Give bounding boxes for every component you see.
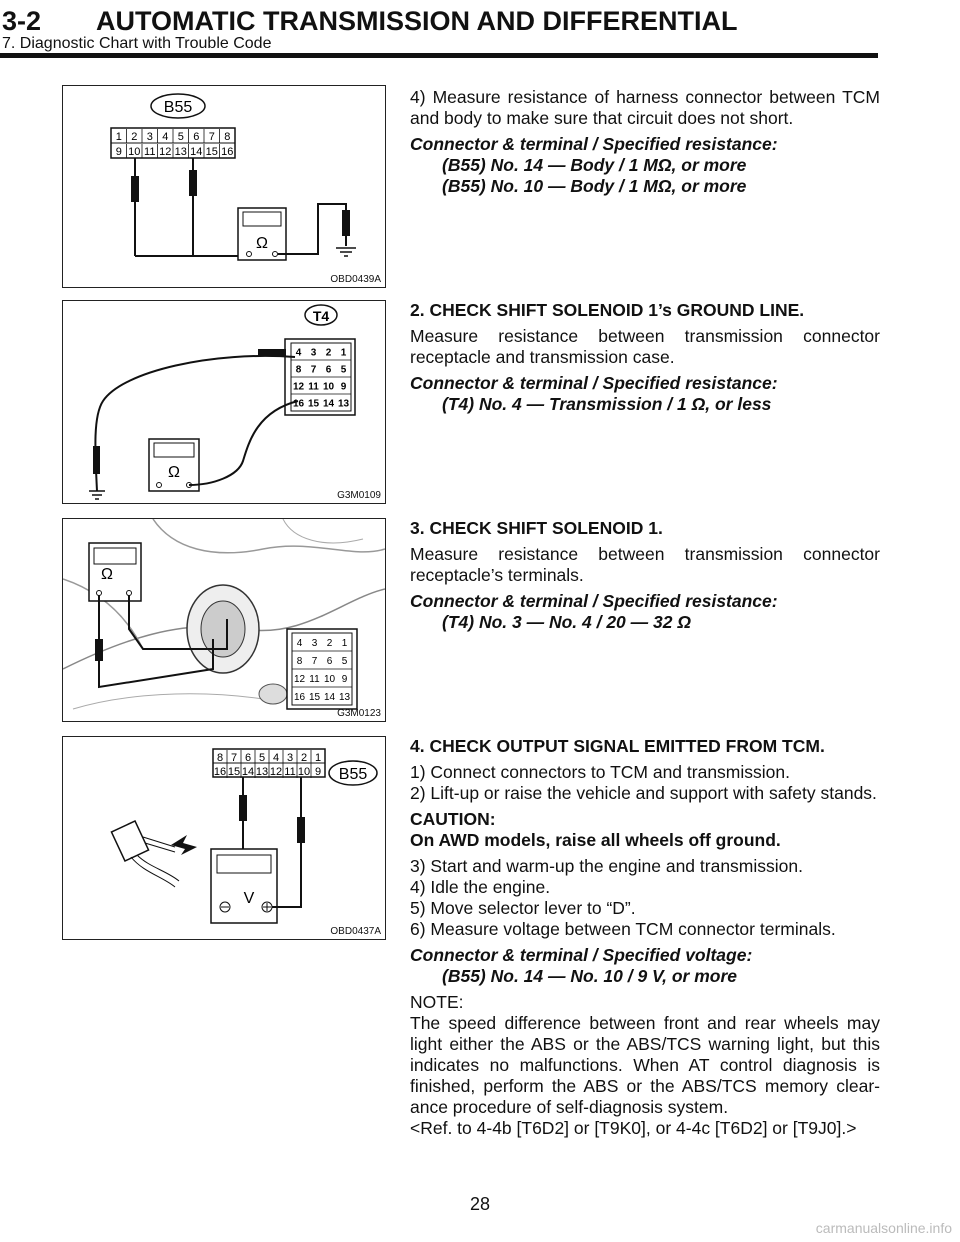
pin-number: 14: [323, 692, 336, 703]
watermark: carmanualsonline.info: [815, 1220, 952, 1236]
pin-number: 4: [162, 131, 169, 143]
spec-label: Connector & terminal / Specified resistance:: [410, 134, 778, 154]
pin-number: 14: [241, 766, 255, 778]
figure-id: OBD0439A: [330, 274, 381, 285]
pin-number: 7: [230, 752, 238, 764]
pin-number: 8: [295, 364, 302, 376]
pin-number: 10: [128, 146, 141, 158]
pin-number: 10: [297, 766, 311, 778]
step-text: 1) Connect connectors to TCM and transmission.: [410, 762, 790, 782]
pin-number: 5: [341, 656, 348, 667]
pin-number: 10: [322, 381, 335, 393]
spec-line: (T4) No. 4 — Transmission / 1 Ω, or less: [442, 394, 772, 414]
figure-g3m0109: [62, 300, 386, 504]
pin-number: 6: [325, 364, 332, 376]
pin-number: 4: [296, 638, 303, 649]
figure-obd0437a: [62, 736, 386, 940]
pin-number: 1: [341, 638, 348, 649]
pin-number: 10: [323, 674, 336, 685]
pin-number: 6: [193, 131, 200, 143]
pin-number: 16: [293, 692, 306, 703]
pin-number: 9: [314, 766, 322, 778]
pin-number: 5: [340, 364, 347, 376]
spec-label: Connector & terminal / Specified resistance:: [410, 591, 778, 611]
pin-number: 13: [338, 692, 351, 703]
pin-number: 9: [340, 381, 347, 393]
pin-number: 12: [269, 766, 283, 778]
pin-number: 11: [308, 381, 319, 393]
pin-number: 13: [337, 398, 350, 410]
pin-number: 9: [341, 674, 348, 685]
pin-number: 14: [322, 398, 335, 410]
b55-connector-resistance-diagram: [63, 86, 385, 287]
figure-obd0439a: [62, 85, 386, 288]
connector-label: T4: [312, 308, 330, 324]
step-text: 4) Idle the engine.: [410, 877, 551, 897]
pin-number: 8: [296, 656, 303, 667]
pin-number: 11: [144, 146, 156, 158]
note-text: The speed difference between front and rear wheels may light either the ABS or the ABS/TCS warning light, but this indicates no malfunctions. When AT control diagnosis is finished, perform the ABS or the ABS/TCS memory clear-ance procedure of self-diagnosis system.: [410, 1013, 880, 1117]
pin-number: 16: [221, 146, 234, 158]
section-2-text: [410, 300, 880, 415]
spec-line: (B55) No. 14 — No. 10 / 9 V, or more: [442, 966, 738, 986]
ohm-meter-symbol: Ω: [101, 566, 113, 583]
pin-number: 5: [177, 131, 184, 143]
figure-id: G3M0123: [337, 708, 381, 719]
figure-g3m0123: [62, 518, 386, 722]
pin-number: 3: [310, 347, 317, 359]
connector-label: B55: [163, 99, 193, 116]
step-text: Measure resistance between transmission connector receptacle’s terminals.: [410, 544, 880, 585]
pin-number: 11: [309, 674, 320, 685]
pin-number: 2: [300, 752, 308, 764]
connector-label: B55: [338, 766, 368, 783]
pin-number: 15: [205, 146, 218, 158]
section-3-text: [410, 518, 880, 633]
section-heading: 2. CHECK SHIFT SOLENOID 1’s GROUND LINE.: [410, 300, 805, 320]
t4-connector-ground-diagram: [63, 301, 385, 503]
spec-label: Connector & terminal / Specified voltage:: [410, 945, 753, 965]
spec-label: Connector & terminal / Specified resistance:: [410, 373, 778, 393]
pin-number: 1: [115, 131, 122, 143]
reference-text: <Ref. to 4-4b [T6D2] or [T9K0], or 4-4c [T6D2] or [T9J0].>: [410, 1118, 857, 1138]
pin-number: 13: [255, 766, 269, 778]
figure-id: G3M0109: [337, 490, 381, 501]
step-text: 5) Move selector lever to “D”.: [410, 898, 636, 918]
pin-number: 15: [308, 692, 321, 703]
pin-number: 12: [292, 381, 305, 393]
pin-number: 6: [244, 752, 252, 764]
pin-number: 8: [216, 752, 224, 764]
note-label: NOTE:: [410, 992, 464, 1012]
page-number: 28: [469, 1194, 491, 1214]
caution-label: CAUTION:: [410, 809, 496, 829]
pin-number: 4: [295, 347, 302, 359]
pin-number: 4: [272, 752, 280, 764]
ohm-meter-symbol: Ω: [168, 464, 180, 481]
section-heading: 4. CHECK OUTPUT SIGNAL EMITTED FROM TCM.: [410, 736, 825, 756]
header-rule: [0, 53, 878, 58]
step-text: 2) Lift-up or raise the vehicle and support with safety stands.: [410, 783, 877, 803]
pin-number: 8: [224, 131, 231, 143]
pin-number: 3: [146, 131, 153, 143]
pin-number: 6: [326, 656, 333, 667]
pin-number: 1: [340, 347, 347, 359]
section-1-text: [410, 87, 880, 197]
pin-number: 12: [293, 674, 306, 685]
b55-voltage-check-diagram: [63, 737, 385, 939]
pin-number: 3: [286, 752, 294, 764]
section-heading: 3. CHECK SHIFT SOLENOID 1.: [410, 518, 663, 538]
pin-number: 13: [174, 146, 187, 158]
pin-number: 11: [284, 766, 296, 778]
caution-text: On AWD models, raise all wheels off ground.: [410, 830, 781, 850]
pin-number: 15: [227, 766, 241, 778]
step-text: Measure resistance between transmission connector receptacle and transmission case.: [410, 326, 880, 367]
figure-id: OBD0437A: [330, 926, 381, 937]
pin-number: 2: [131, 131, 138, 143]
pin-number: 7: [310, 364, 317, 376]
t4-receptacle-photo-diagram: [63, 519, 385, 721]
spec-line: (B55) No. 14 — Body / 1 MΩ, or more: [442, 155, 747, 175]
pin-number: 1: [314, 752, 322, 764]
pin-number: 16: [213, 766, 227, 778]
pin-number: 7: [208, 131, 215, 143]
section-4-text: [410, 736, 880, 1139]
pin-number: 3: [311, 638, 318, 649]
ohm-meter-symbol: Ω: [256, 235, 268, 252]
pin-number: 2: [325, 347, 332, 359]
spec-line: (B55) No. 10 — Body / 1 MΩ, or more: [442, 176, 747, 196]
pin-number: 15: [307, 398, 320, 410]
step-text: 3) Start and warm-up the engine and transmission.: [410, 856, 803, 876]
pin-number: 5: [258, 752, 266, 764]
section-number: 3-2: [2, 6, 42, 36]
pin-number: 16: [292, 398, 305, 410]
spec-line: (T4) No. 3 — No. 4 / 20 — 32 Ω: [442, 612, 691, 632]
page-title: AUTOMATIC TRANSMISSION AND DIFFERENTIAL: [96, 6, 738, 36]
pin-number: 9: [115, 146, 122, 158]
page-subtitle: 7. Diagnostic Chart with Trouble Code: [2, 35, 272, 52]
step-text: 6) Measure voltage between TCM connector terminals.: [410, 919, 836, 939]
step-text: 4) Measure resistance of harness connector between TCM and body to make sure that circuit does not short.: [410, 87, 880, 128]
voltmeter-symbol: V: [243, 890, 255, 907]
pin-number: 2: [326, 638, 333, 649]
pin-number: 12: [159, 146, 172, 158]
pin-number: 14: [190, 146, 203, 158]
pin-number: 7: [311, 656, 318, 667]
